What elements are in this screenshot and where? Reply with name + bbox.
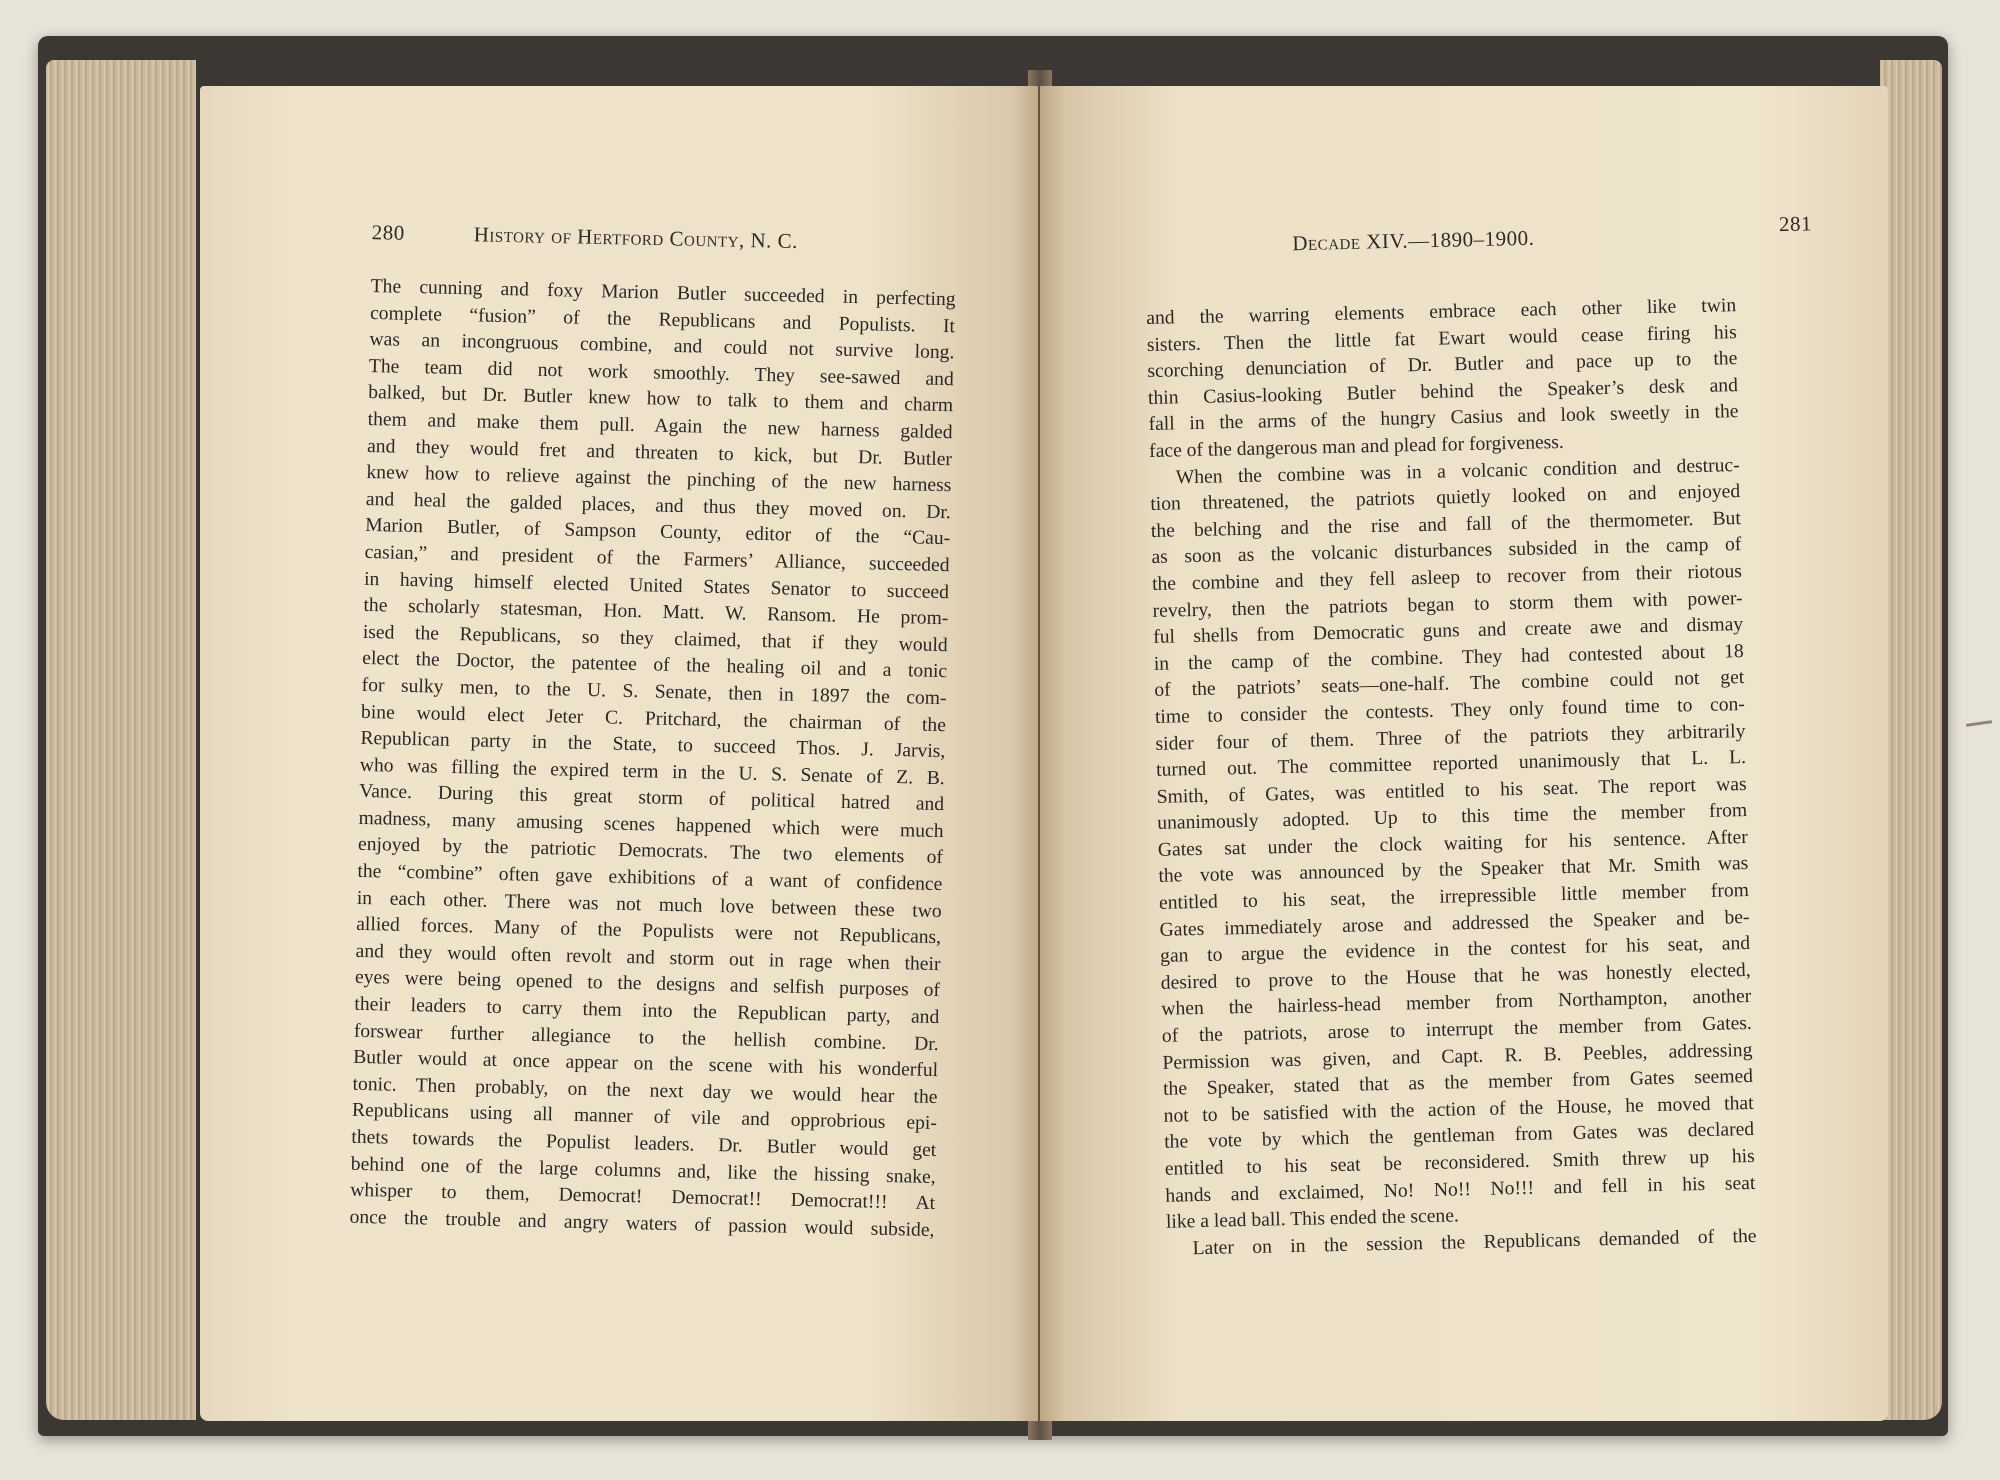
text-line: hands and exclaimed, No! No!! No!!! and fell in his seat <box>1165 1172 1756 1207</box>
text-line: desired to prove to the House that he was honestly elected, <box>1160 959 1751 994</box>
text-line: the combine and they fell asleep to recover from their riotous <box>1151 561 1743 595</box>
right-running-head <box>1292 211 1813 256</box>
text-line: forswear further allegiance to the hellish combine. Dr. <box>353 1020 939 1055</box>
text-line: thets towards the Populist leaders. Dr. Butler would get <box>351 1126 937 1162</box>
left-running-head <box>371 220 932 254</box>
text-line: when the hairless-head member from Northampton, another <box>1161 986 1752 1021</box>
text-line: enjoyed by the patriotic Democrats. The two elements of <box>357 834 944 869</box>
text-line: Republicans using all manner of vile and opprobrious epi- <box>351 1100 938 1135</box>
text-line: When the combine was in a volcanic condition and destruc- <box>1175 454 1740 488</box>
text-line: face of the dangerous man and plead for forgiveness. <box>1148 431 1565 462</box>
left-page-number: 280 <box>371 220 406 245</box>
text-line: their leaders to carry them into the Republican party, and <box>354 993 940 1029</box>
right-page-text <box>1146 293 1757 1263</box>
text-line: Butler would at once appear on the scene with his wonderful <box>352 1047 939 1082</box>
text-line: of the patriots, arose to interrupt the member from Gates. <box>1161 1012 1753 1047</box>
text-line: tonic. Then probably, on the next day we would hear the <box>352 1073 938 1108</box>
text-line: gan to argue the evidence in the contest for his seat, and <box>1159 933 1751 968</box>
bookmark-thread <box>1966 720 1992 727</box>
text-line: was an incongruous combine, and could not survive long. <box>369 329 955 364</box>
text-line: as soon as the volcanic disturbances subsided in the camp of <box>1151 534 1742 569</box>
text-line: The team did not work smoothly. They see-sawed and <box>368 355 954 391</box>
text-line: who was filling the expired term in the U. S. Senate of Z. B. <box>359 754 945 789</box>
right-page <box>1040 86 1888 1421</box>
text-line: and heal the galded places, and thus they moved on. Dr. <box>365 488 951 523</box>
text-line: Marion Butler, of Sampson County, editor of the “Cau- <box>365 515 951 550</box>
text-line: madness, many amusing scenes happened which were much <box>358 807 944 843</box>
text-line: in the camp of the combine. They had contested about 18 <box>1153 640 1744 675</box>
text-line: once the trouble and angry waters of passion would subside, <box>349 1206 935 1241</box>
text-line: tion threatened, the patriots quietly looked on and enjoyed <box>1150 481 1741 516</box>
text-line: like a lead ball. This ended the scene. <box>1165 1205 1460 1233</box>
right-page-edges <box>1880 60 1942 1420</box>
text-line: in having himself elected United States Senator to succeed <box>363 568 950 603</box>
text-line: not to be satisfied with the action of the House, he moved that <box>1163 1092 1754 1127</box>
text-line: in each other. There was not much love between these two <box>356 887 942 922</box>
text-line: and they would fret and threaten to kick, but Dr. Butler <box>366 435 953 470</box>
text-line: of the patriots’ seats—one-half. The combine could not get <box>1154 667 1745 702</box>
text-line: time to consider the contests. They only found time to con- <box>1154 693 1746 728</box>
left-page-edges <box>46 60 196 1420</box>
text-line: eyes were being opened to the designs and selfish purposes of <box>354 967 941 1002</box>
right-head-title: Decade XIV.—1890–1900. <box>1292 225 1535 256</box>
text-line: Permission was given, and Capt. R. B. Peebles, addressing <box>1162 1039 1753 1074</box>
text-line: unanimously adopted. Up to this time the member from <box>1157 800 1748 835</box>
text-line: bine would elect Jeter C. Pritchard, the chairman of the <box>360 701 947 736</box>
text-line: knew how to relieve against the pinching of the new harness <box>366 462 952 497</box>
left-page <box>200 86 1038 1421</box>
text-line: Smith, of Gates, was entitled to his seat. The report was <box>1156 773 1747 808</box>
text-line: Vance. During this great storm of political hatred and <box>359 781 945 816</box>
text-line: the scholarly statesman, Hon. Matt. W. Ransom. He prom- <box>363 595 949 630</box>
text-line: fall in the arms of the hungry Casius and look sweetly in the <box>1148 401 1739 436</box>
text-line: revelry, then the patriots began to storm them with power- <box>1152 587 1743 622</box>
text-line: sider four of them. Three of the patriots they arbitrarily <box>1155 720 1746 755</box>
text-line: allied forces. Many of the Populists were not Republicans, <box>355 914 942 949</box>
text-line: ful shells from Democratic guns and create awe and dismay <box>1153 614 1744 649</box>
text-line: and they would often revolt and storm out in rage when their <box>355 940 941 975</box>
text-line: turned out. The committee reported unanimously that L. L. <box>1155 747 1747 781</box>
text-line: behind one of the large columns and, like the hissing snake, <box>350 1153 936 1188</box>
text-line: the Speaker, stated that as the member from Gates seemed <box>1162 1066 1754 1101</box>
text-line: scorching denunciation of Dr. Butler and pace up to the <box>1147 348 1738 383</box>
text-line: Republican party in the State, to succeed Thos. J. Jarvis, <box>360 727 946 763</box>
right-page-number: 281 <box>1778 211 1813 237</box>
text-line: the belching and the rise and fall of the thermometer. But <box>1150 507 1742 542</box>
text-line: them and make them pull. Again the new harness galded <box>367 408 953 444</box>
text-line: the vote by which the gentleman from Gates was declared <box>1164 1119 1755 1154</box>
text-line: casian,” and president of the Farmers’ Alliance, succeeded <box>364 541 950 577</box>
text-line: Gates sat under the clock waiting for his sentence. After <box>1157 826 1748 861</box>
text-line: ised the Republicans, so they claimed, that if they would <box>362 621 948 656</box>
text-line: and the warring elements embrace each other like twin <box>1146 295 1737 329</box>
text-line: thin Casius-looking Butler behind the Speaker’s desk and <box>1147 374 1739 409</box>
text-line: for sulky men, to the U. S. Senate, then in 1897 the com- <box>361 674 947 710</box>
text-line: the vote was announced by the Speaker that Mr. Smith was <box>1158 853 1749 888</box>
text-line: the “combine” often gave exhibitions of a want of confidence <box>357 860 943 896</box>
left-page-text <box>349 274 956 1244</box>
text-line: elect the Doctor, the patentee of the healing oil and a tonic <box>362 648 948 683</box>
text-line: sisters. Then the little fat Ewart would cease firing his <box>1146 321 1737 356</box>
text-line: Gates immediately arose and addressed the Speaker and be- <box>1159 906 1750 941</box>
text-line: whisper to them, Democrat! Democrat!! Democrat!!! At <box>349 1179 936 1215</box>
left-head-title: History of Hertford County, N. C. <box>473 222 799 254</box>
text-line: complete “fusion” of the Republicans and Populists. It <box>369 302 956 337</box>
text-line: Later on in the session the Republicans demanded of the <box>1192 1225 1757 1259</box>
text-line: balked, but Dr. Butler knew how to talk to them and charm <box>368 382 954 417</box>
text-line: The cunning and foxy Marion Butler succeeded in perfecting <box>370 275 956 311</box>
text-line: entitled to his seat be reconsidered. Smith threw up his <box>1164 1145 1755 1180</box>
text-line: entitled to his seat, the irrepressible little member from <box>1158 880 1750 914</box>
